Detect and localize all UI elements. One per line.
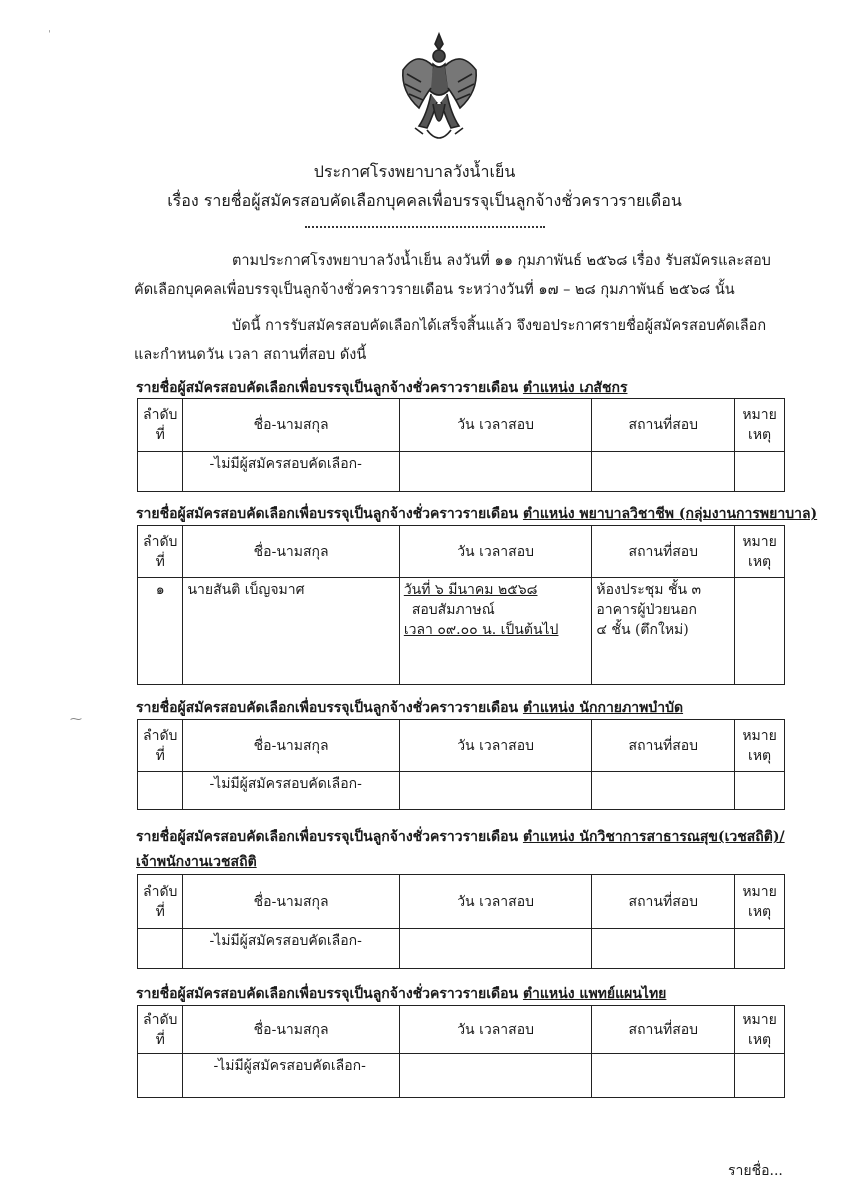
section-5-position: ตำแหน่ง แพทย์แผนไทย xyxy=(522,986,667,1002)
announcement-title: ประกาศโรงพยาบาลวังน้ำเย็น xyxy=(313,162,516,181)
candidate-name: นายสันติ เบ็ญจมาศ xyxy=(183,578,399,685)
col-note: หมาย เหตุ xyxy=(735,526,785,578)
col-place: สถานที่สอบ xyxy=(592,399,735,452)
col-name: ชื่อ-นามสกุล xyxy=(183,399,399,452)
table-header-row xyxy=(138,526,785,578)
table-header-row xyxy=(138,399,785,452)
section-4-title xyxy=(136,827,785,847)
section-3-position: ตำแหน่ง นักกายภาพบำบัด xyxy=(522,700,684,716)
exam-date: วันที่ ๖ มีนาคม ๒๕๖๘ xyxy=(403,582,538,598)
col-no: ลำดับ ที่ xyxy=(138,526,183,578)
col-place: สถานที่สอบ xyxy=(592,1006,735,1054)
intro-line-1: ตามประกาศโรงพยาบาลวังน้ำเย็น ลงวันที่ ๑๑ กุมภาพันธ์ ๒๕๖๘ เรื่อง รับสมัครและสอบ xyxy=(232,253,771,269)
continued-marker: รายชื่อ... xyxy=(728,1163,783,1179)
intro-line-3: บัดนี้ การรับสมัครสอบคัดเลือกได้เสร็จสิ้นแล้ว จึงขอประกาศรายชื่อผู้สมัครสอบคัดเลือก xyxy=(232,318,767,334)
col-name: ชื่อ-นามสกุล xyxy=(183,720,399,772)
garuda-emblem-icon xyxy=(397,30,482,148)
col-place: สถานที่สอบ xyxy=(592,875,735,929)
dotted-divider xyxy=(305,226,545,228)
exam-time: เวลา ๐๙.๐๐ น. เป็นต้นไป xyxy=(403,622,559,638)
section-1-title xyxy=(136,378,627,398)
col-note: หมาย เหตุ xyxy=(735,875,785,929)
section-5-table xyxy=(137,1005,785,1098)
empty-notice: -ไม่มีผู้สมัครสอบคัดเลือก- xyxy=(183,452,399,492)
section-2-prefix: รายชื่อผู้สมัครสอบคัดเลือกเพื่อบรรจุเป็นลูกจ้างชั่วคราวรายเดือน xyxy=(136,506,523,522)
col-name: ชื่อ-นามสกุล xyxy=(183,875,399,929)
row-number: ๑ xyxy=(138,578,183,685)
scan-mark: ⁓ xyxy=(70,712,82,726)
col-note: หมาย เหตุ xyxy=(735,399,785,452)
col-no: ลำดับ ที่ xyxy=(138,720,183,772)
section-3-prefix: รายชื่อผู้สมัครสอบคัดเลือกเพื่อบรรจุเป็นลูกจ้างชั่วคราวรายเดือน xyxy=(136,700,523,716)
empty-notice: -ไม่มีผู้สมัครสอบคัดเลือก- xyxy=(183,772,399,810)
empty-notice: -ไม่มีผู้สมัครสอบคัดเลือก- xyxy=(183,1054,399,1098)
table-row xyxy=(138,772,785,810)
col-datetime: วัน เวลาสอบ xyxy=(399,526,592,578)
section-4-table xyxy=(137,874,785,969)
section-1-prefix: รายชื่อผู้สมัครสอบคัดเลือกเพื่อบรรจุเป็นลูกจ้างชั่วคราวรายเดือน xyxy=(136,380,523,396)
table-row xyxy=(138,1054,785,1098)
col-place: สถานที่สอบ xyxy=(592,720,735,772)
col-place: สถานที่สอบ xyxy=(592,526,735,578)
table-header-row xyxy=(138,1006,785,1054)
announcement-subject: เรื่อง รายชื่อผู้สมัครสอบคัดเลือกบุคคลเพื่อบรรจุเป็นลูกจ้างชั่วคราวรายเดือน xyxy=(167,191,682,210)
intro-line-4: และกำหนดวัน เวลา สถานที่สอบ ดังนี้ xyxy=(134,347,367,363)
scan-mark: ˈ xyxy=(48,30,51,41)
table-header-row xyxy=(138,720,785,772)
section-4-title-line-2: เจ้าพนักงานเวชสถิติ xyxy=(136,854,257,870)
section-1-table xyxy=(137,398,785,492)
col-datetime: วัน เวลาสอบ xyxy=(399,399,592,452)
exam-datetime xyxy=(399,578,592,685)
section-2-position: ตำแหน่ง พยาบาลวิชาชีพ (กลุ่มงานการพยาบาล) xyxy=(522,506,818,522)
section-5-title xyxy=(136,984,666,1004)
col-name: ชื่อ-นามสกุล xyxy=(183,526,399,578)
section-2-table xyxy=(137,525,785,685)
section-5-prefix: รายชื่อผู้สมัครสอบคัดเลือกเพื่อบรรจุเป็นลูกจ้างชั่วคราวรายเดือน xyxy=(136,986,523,1002)
col-datetime: วัน เวลาสอบ xyxy=(399,720,592,772)
table-header-row xyxy=(138,875,785,929)
col-no: ลำดับ ที่ xyxy=(138,1006,183,1054)
col-name: ชื่อ-นามสกุล xyxy=(183,1006,399,1054)
section-1-position: ตำแหน่ง เภสัชกร xyxy=(522,380,628,396)
table-row xyxy=(138,452,785,492)
exam-type: สอบสัมภาษณ์ xyxy=(411,602,495,618)
section-3-title xyxy=(136,698,683,718)
empty-notice: -ไม่มีผู้สมัครสอบคัดเลือก- xyxy=(183,929,399,969)
section-3-table xyxy=(137,719,785,810)
section-4-prefix: รายชื่อผู้สมัครสอบคัดเลือกเพื่อบรรจุเป็นลูกจ้างชั่วคราวรายเดือน xyxy=(136,829,523,845)
intro-line-2: คัดเลือกบุคคลเพื่อบรรจุเป็นลูกจ้างชั่วคราวรายเดือน ระหว่างวันที่ ๑๗ – ๒๘ กุมภาพันธ์ ๒๕๖๘ นั้น xyxy=(134,282,735,298)
col-note: หมาย เหตุ xyxy=(735,1006,785,1054)
col-no: ลำดับ ที่ xyxy=(138,399,183,452)
col-no: ลำดับ ที่ xyxy=(138,875,183,929)
exam-place: ห้องประชุม ชั้น ๓ อาคารผู้ป่วยนอก ๔ ชั้น (ตึกใหม่) xyxy=(592,578,735,685)
table-row xyxy=(138,578,785,685)
section-4-position: ตำแหน่ง นักวิชาการสาธารณสุข(เวชสถิติ)/ xyxy=(522,829,785,845)
col-note: หมาย เหตุ xyxy=(735,720,785,772)
col-datetime: วัน เวลาสอบ xyxy=(399,1006,592,1054)
table-row xyxy=(138,929,785,969)
section-2-title xyxy=(136,504,817,524)
col-datetime: วัน เวลาสอบ xyxy=(399,875,592,929)
